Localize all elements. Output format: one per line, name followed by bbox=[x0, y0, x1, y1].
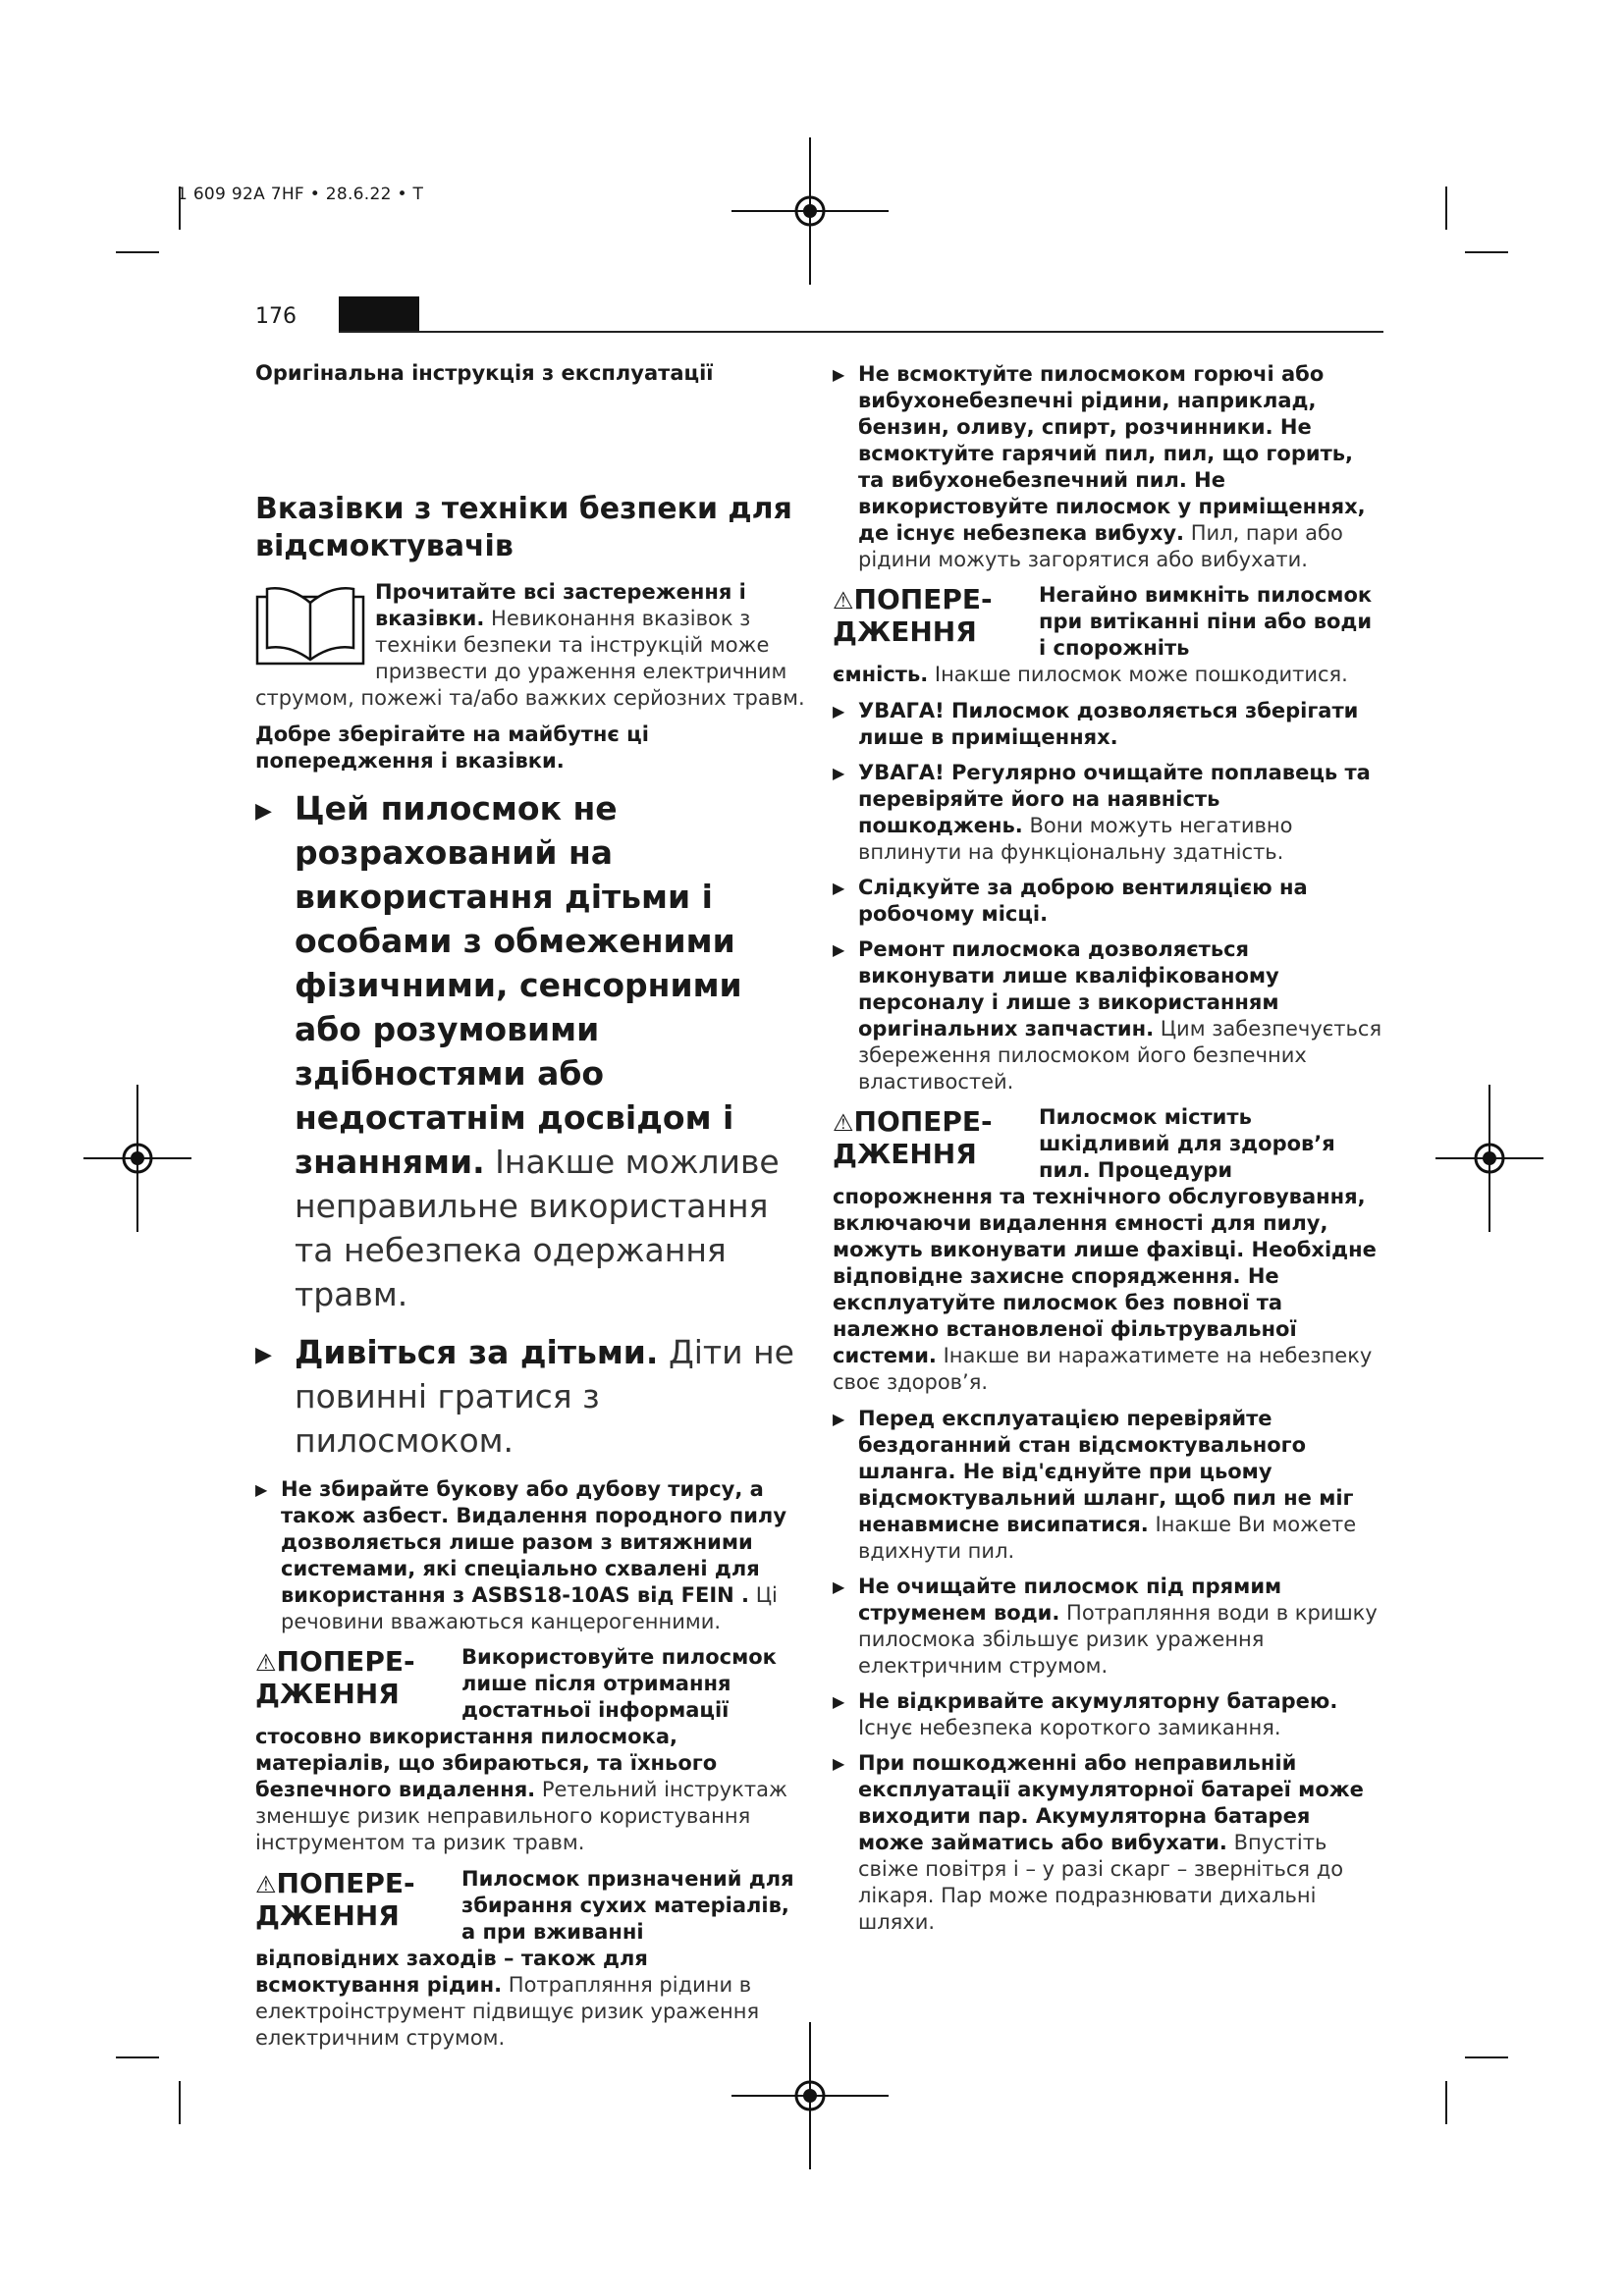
bullet-3-text: Ці речовини вважаються канцерогенними. bbox=[281, 1583, 778, 1633]
warning-label: ⚠ПОПЕРЕ-ДЖЕННЯ bbox=[833, 1105, 993, 1170]
warning-block-2 bbox=[255, 1866, 805, 2052]
warning-triangle-icon: ⚠ bbox=[255, 1871, 277, 1898]
warning-1-head: Використовуйте пилосмок лише після отримання достатньої інформації bbox=[461, 1645, 777, 1722]
bullet-clean-float: ▶ УВАГА! Регулярно очищайте поплавець та перевіряйте його на наявність пошкоджень. Вони можуть негативно вплинути на функціональну здатність. bbox=[833, 760, 1382, 866]
header-rule bbox=[339, 331, 1383, 333]
bullet-1-bold: Цей пилосмок не розрахований на використання дітьми і особами з обмеженими фізичними, сенсорними або розумовими здібностями або недостатнім досвідом і знаннями. bbox=[295, 789, 742, 1181]
bullet-no-water-jet: ▶ Не очищайте пилосмок під прямим струменем води. Потрапляння води в кришку пилосмока збільшує ризик ураження електричним струмом. bbox=[833, 1574, 1382, 1680]
bullet-3-bold: Не збирайте букову або дубову тирсу, а також азбест. Видалення породного пилу дозволяється лише разом з витяжними системами, які спеціально схвалені для використання з ASBS18-10AS від FEIN . bbox=[281, 1477, 787, 1607]
print-job-line: 1 609 92A 7HF • 28.6.22 • T bbox=[177, 185, 424, 204]
bullet-battery-open: ▶ Не відкривайте акумуляторну батарею. Існує небезпека короткого замикання. bbox=[833, 1688, 1382, 1741]
warning-1-bold: стосовно використання пилосмока, матеріалів, що збираються, та їхнього безпечного видалення. bbox=[255, 1725, 718, 1801]
bullet-1-text: Інакше можливе неправильне використання та небезпека одержання травм. bbox=[295, 1143, 780, 1313]
warning-label: ⚠ПОПЕРЕ-ДЖЕННЯ bbox=[255, 1645, 415, 1710]
bullet-asbestos bbox=[255, 1476, 805, 1635]
bullet-store-indoors: ▶ УВАГА! Пилосмок дозволяється зберігати лише в приміщеннях. bbox=[833, 698, 1382, 751]
registration-mark-left bbox=[83, 1085, 191, 1232]
section-heading: Вказівки з техніки безпеки для відсмоктувачів bbox=[255, 492, 792, 563]
warning-block-3: ⚠ПОПЕРЕ-ДЖЕННЯ Негайно вимкніть пилосмок при витіканні піни або води і спорожніть ємність. Інакше пилосмок може пошкодитися. bbox=[833, 582, 1382, 688]
intro-bold: Прочитайте всі застереження і вказівки. bbox=[375, 580, 746, 630]
bullet-check-hose: ▶ Перед експлуатацією перевіряйте бездоганний стан відсмоктувального шланга. Не від'єднуйте при цьому відсмоктувальний шланг, щоб пил не міг ненавмисне висипатися. Інакше Ви можете вдихнути пил. bbox=[833, 1406, 1382, 1565]
warning-label: ⚠ПОПЕРЕ-ДЖЕННЯ bbox=[255, 1867, 415, 1932]
bullet-watch-children bbox=[255, 1330, 805, 1463]
warning-triangle-icon: ⚠ bbox=[833, 587, 854, 614]
bullet-2-text: Діти не повинні гратися з пилосмоком. bbox=[295, 1333, 794, 1460]
left-column bbox=[255, 361, 805, 2061]
warning-1-text: Ретельний інструктаж зменшує ризик неправильного користування інструментом та ризик травм. bbox=[255, 1778, 787, 1854]
bullet-flammable-liquids: ▶ Не всмоктуйте пилосмоком горючі або вибухонебезпечні рідини, наприклад, бензин, оливу, спирт, розчинники. Не всмоктуйте гарячий пил, пил, що горить, та вибухонебезпечний пил. Не використовуйте пилосмок у приміщеннях, де існує небезпека вибуху. Пил, пари або рідини можуть загорятися або вибухати. bbox=[833, 361, 1382, 573]
page-number: 176 bbox=[255, 304, 297, 329]
intro-paragraph bbox=[255, 579, 805, 712]
warning-label: ⚠ПОПЕРЕ-ДЖЕННЯ bbox=[833, 583, 993, 648]
right-column bbox=[833, 361, 1382, 1945]
bullet-children-disabled bbox=[255, 786, 805, 1316]
bullet-2-bold: Дивіться за дітьми. bbox=[295, 1333, 659, 1371]
bullet-battery-vapour: ▶ При пошкодженні або неправильній експлуатації акумуляторної батареї може виходити пар. Акумуляторна батарея може займатись або вибухати. Впустіть свіже повітря і – у разі скарг – зверніться до лікаря. Пар може подразнювати дихальні шляхи. bbox=[833, 1750, 1382, 1936]
registration-mark-right bbox=[1435, 1085, 1543, 1232]
bullet-repair: ▶ Ремонт пилосмока дозволяється виконувати лише кваліфікованому персоналу і лише з використанням оригінальних запчастин. Цим забезпечується збереження пилосмоком його безпечних властивостей. bbox=[833, 936, 1382, 1095]
warning-block-4: ⚠ПОПЕРЕ-ДЖЕННЯ Пилосмок містить шкідливий для здоров’я пил. Процедури спорожнення та технічного обслуговування, включаючи видалення ємності для пилу, можуть виконувати лише фахівці. Необхідне відповідне захисне спорядження. Не експлуатуйте пилосмок без повної та належно встановленої фільтрувальної системи. Інакше ви наражатимете на небезпеку своє здоров’я. bbox=[833, 1104, 1382, 1396]
warning-2-bold: відповідних заходів – також для всмоктування рідин. bbox=[255, 1947, 648, 1997]
warning-2-head: Пилосмок призначений для збирання сухих матеріалів, а при вживанні bbox=[461, 1867, 794, 1944]
open-book-icon bbox=[255, 583, 365, 666]
intro-text: Невиконання вказівок з техніки безпеки та інструкцій може призвести до ураження електричним струмом, пожежі та/або важких серйозних травм. bbox=[255, 607, 805, 710]
warning-block-1 bbox=[255, 1644, 805, 1856]
warning-3-head: Негайно вимкніть пилосмок при витіканні піни або води і спорожніть bbox=[1039, 583, 1373, 660]
bullet-ventilation: ▶ Слідкуйте за доброю вентиляцією на робочому місці. bbox=[833, 875, 1382, 928]
keep-instructions: Добре зберігайте на майбутнє ці попередження і вказівки. bbox=[255, 722, 649, 773]
document-label: Оригінальна інструкція з експлуатації bbox=[255, 361, 714, 385]
warning-2-text: Потрапляння рідини в електроінструмент підвищує ризик ураження електричним струмом. bbox=[255, 1973, 760, 2050]
warning-triangle-icon: ⚠ bbox=[833, 1109, 854, 1137]
language-tab bbox=[339, 296, 419, 332]
registration-mark-top bbox=[731, 137, 889, 285]
warning-triangle-icon: ⚠ bbox=[255, 1649, 277, 1677]
warning-4-head: Пилосмок містить шкідливий для здоров’я пил. Процедури bbox=[1039, 1105, 1335, 1182]
